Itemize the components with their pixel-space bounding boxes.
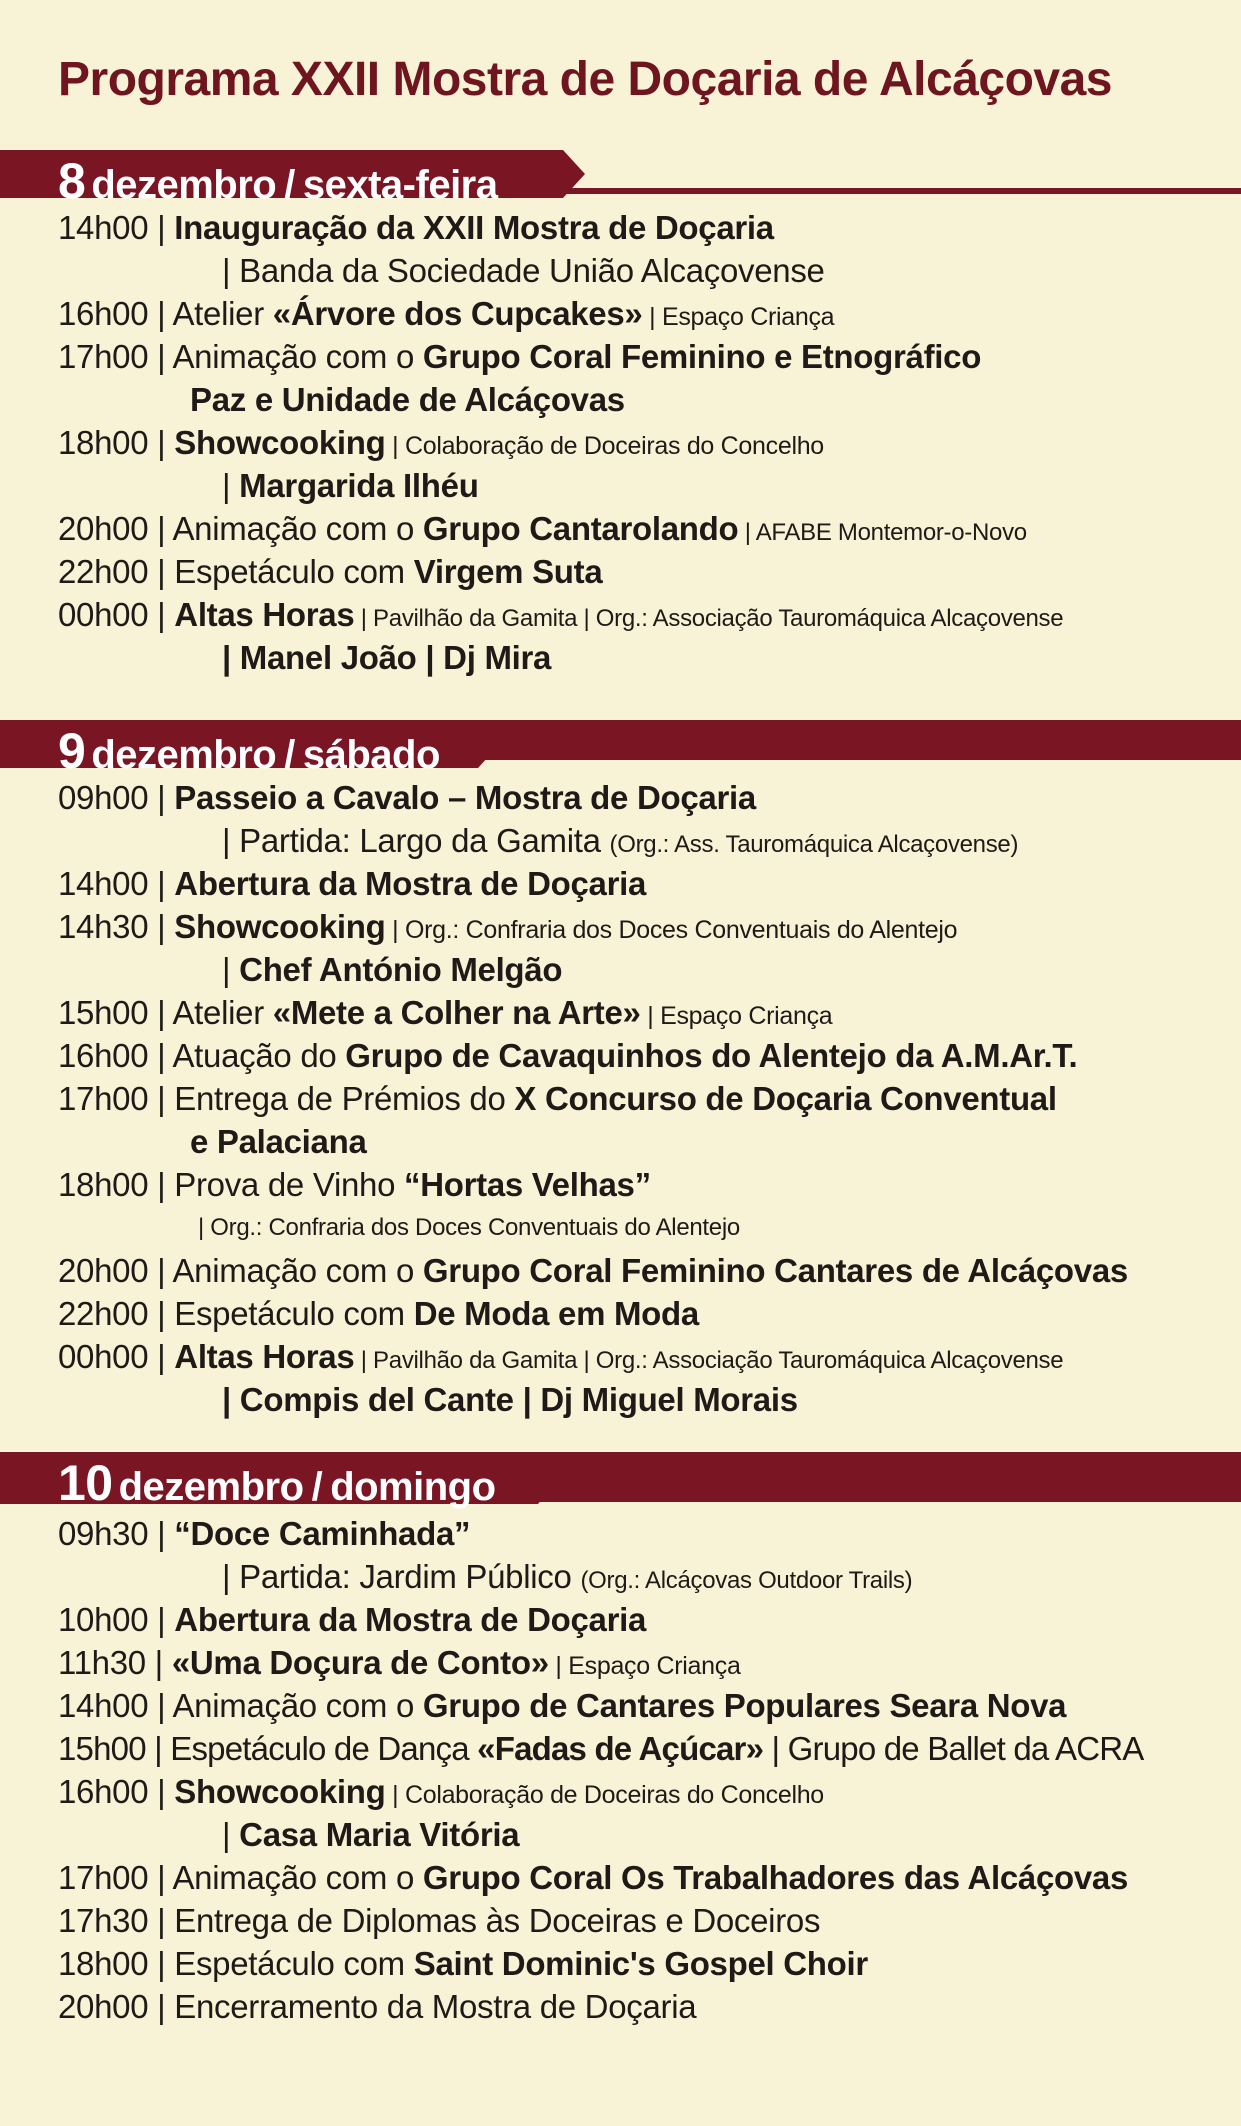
schedule-text: | Espaço Criança xyxy=(640,1002,833,1030)
schedule-text: 11h30 | xyxy=(58,1644,172,1681)
schedule-row xyxy=(58,421,1063,464)
schedule-text: «Árvore dos Cupcakes» xyxy=(272,295,643,332)
schedule-text: «Fadas de Açúcar» xyxy=(477,1730,764,1767)
schedule-text: De Moda em Moda xyxy=(413,1295,699,1332)
day-heading xyxy=(58,152,498,209)
schedule-text: 17h00 | Animação com o xyxy=(58,1859,423,1896)
schedule-row xyxy=(58,1684,1143,1727)
schedule-row xyxy=(58,1378,1128,1421)
schedule-list xyxy=(58,1512,1143,2028)
schedule-list xyxy=(58,776,1128,1421)
day-number: 8 xyxy=(58,153,86,209)
schedule-row xyxy=(58,206,1063,249)
schedule-row xyxy=(58,1856,1143,1899)
schedule-row xyxy=(58,819,1128,862)
day-separator: / xyxy=(311,1465,323,1509)
schedule-text: «Uma Doçura de Conto» xyxy=(171,1644,549,1681)
schedule-text: Saint Dominic's Gospel Choir xyxy=(413,1945,868,1982)
day-section-2 xyxy=(0,720,1241,1418)
schedule-text: 22h00 | Espetáculo com xyxy=(58,553,414,590)
schedule-text: Grupo Coral Os Trabalhadores das Alcáçovas xyxy=(422,1859,1129,1896)
day-heading xyxy=(58,722,440,779)
schedule-text: Inauguração da XXII Mostra de Doçaria xyxy=(174,209,774,246)
schedule-row xyxy=(58,1249,1128,1292)
schedule-text: Grupo Cantarolando xyxy=(422,510,739,547)
day-month: dezembro xyxy=(91,163,277,207)
day-separator: / xyxy=(284,733,295,777)
schedule-text: 14h00 | xyxy=(58,865,175,902)
day-section-3 xyxy=(0,1452,1241,2025)
schedule-text: 16h00 | Atuação do xyxy=(58,1037,346,1074)
schedule-text: “Hortas Velhas” xyxy=(404,1166,651,1203)
schedule-text: 20h00 | Animação com o xyxy=(58,1252,423,1289)
schedule-row xyxy=(58,1985,1143,2028)
schedule-row xyxy=(58,1120,1128,1163)
schedule-row xyxy=(58,464,1063,507)
schedule-text: 15h00 | Atelier xyxy=(58,994,273,1031)
schedule-text: 18h00 | xyxy=(58,424,175,461)
page-title: Programa XXII Mostra de Doçaria de Alcáçovas xyxy=(58,53,1112,106)
schedule-text: e Palaciana xyxy=(190,1123,367,1160)
schedule-text: Abertura da Mostra de Doçaria xyxy=(174,865,647,902)
schedule-row xyxy=(58,905,1128,948)
schedule-text: 16h00 | xyxy=(58,1773,175,1810)
schedule-row xyxy=(58,1942,1143,1985)
schedule-text: | xyxy=(222,1816,240,1853)
day-month: dezembro xyxy=(118,1465,304,1509)
schedule-text: Paz e Unidade de Alcáçovas xyxy=(190,381,625,418)
schedule-row xyxy=(58,636,1063,679)
schedule-text: | Colaboração de Doceiras do Concelho xyxy=(385,432,824,460)
schedule-list xyxy=(58,206,1063,679)
schedule-text: | Pavilhão da Gamita | Org.: Associação Tauromáquica Alcaçovense xyxy=(354,605,1064,632)
schedule-text: | Colaboração de Doceiras do Concelho xyxy=(385,1781,824,1809)
day-weekday: sábado xyxy=(302,733,440,777)
day-number: 10 xyxy=(58,1455,113,1511)
schedule-text: Showcooking xyxy=(174,1773,386,1810)
schedule-row xyxy=(58,1813,1143,1856)
day-number: 9 xyxy=(58,723,86,779)
schedule-row xyxy=(58,991,1128,1034)
day-separator: / xyxy=(284,163,295,207)
schedule-row xyxy=(58,1598,1143,1641)
schedule-row xyxy=(58,1770,1143,1813)
schedule-text: Chef António Melgão xyxy=(239,951,563,988)
schedule-text: | Compis del Cante | Dj Miguel Morais xyxy=(222,1381,798,1418)
schedule-text: Margarida Ilhéu xyxy=(239,467,479,504)
schedule-row xyxy=(58,1727,1143,1770)
schedule-text: Showcooking xyxy=(174,908,386,945)
schedule-text: 14h00 | xyxy=(58,209,175,246)
schedule-row xyxy=(58,1899,1143,1942)
schedule-text: | Pavilhão da Gamita | Org.: Associação Tauromáquica Alcaçovense xyxy=(354,1347,1064,1374)
schedule-text: Grupo de Cantares Populares Seara Nova xyxy=(422,1687,1067,1724)
schedule-text: | Espaço Criança xyxy=(548,1652,741,1680)
schedule-text: 14h00 | Animação com o xyxy=(58,1687,423,1724)
schedule-text: 00h00 | xyxy=(58,1338,175,1375)
schedule-text: 10h00 | xyxy=(58,1601,175,1638)
schedule-row xyxy=(58,292,1063,335)
schedule-text: Abertura da Mostra de Doçaria xyxy=(174,1601,647,1638)
schedule-text: 17h30 | Entrega de Diplomas às Doceiras e Doceiros xyxy=(58,1902,821,1939)
day-weekday: domingo xyxy=(330,1465,496,1509)
schedule-text: 20h00 | Encerramento da Mostra de Doçaria xyxy=(58,1988,697,2025)
schedule-row xyxy=(58,862,1128,905)
schedule-text: 18h00 | Espetáculo com xyxy=(58,1945,414,1982)
schedule-text: | Org.: Confraria dos Doces Conventuais do Alentejo xyxy=(385,916,958,944)
schedule-row xyxy=(58,335,1063,378)
schedule-text: 14h30 | xyxy=(58,908,175,945)
schedule-row xyxy=(58,550,1063,593)
schedule-text: | xyxy=(222,951,240,988)
schedule-text: Passeio a Cavalo – Mostra de Doçaria xyxy=(174,779,756,816)
schedule-text: 20h00 | Animação com o xyxy=(58,510,423,547)
schedule-text: Altas Horas xyxy=(174,1338,355,1375)
schedule-row xyxy=(58,1335,1128,1378)
day-month: dezembro xyxy=(91,733,277,777)
schedule-text: Showcooking xyxy=(174,424,386,461)
schedule-text: 18h00 | Prova de Vinho xyxy=(58,1166,404,1203)
schedule-row xyxy=(58,1555,1143,1598)
schedule-text: (Org.: Ass. Tauromáquica Alcaçovense) xyxy=(609,831,1019,858)
schedule-text: | Org.: Confraria dos Doces Conventuais do Alentejo xyxy=(198,1214,740,1241)
schedule-row xyxy=(58,776,1128,819)
schedule-text: 16h00 | Atelier xyxy=(58,295,273,332)
schedule-text: 17h00 | Entrega de Prémios do xyxy=(58,1080,515,1117)
schedule-text: | AFABE Montemor-o-Novo xyxy=(738,519,1027,546)
schedule-text: | Partida: Jardim Público xyxy=(222,1558,581,1595)
schedule-text: 00h00 | xyxy=(58,596,175,633)
schedule-text: | Manel João | Dj Mira xyxy=(222,639,552,676)
schedule-row xyxy=(58,1163,1128,1206)
schedule-text: 09h00 | xyxy=(58,779,175,816)
schedule-text: | xyxy=(222,467,240,504)
schedule-text: (Org.: Alcáçovas Outdoor Trails) xyxy=(580,1567,913,1594)
schedule-row xyxy=(58,378,1063,421)
schedule-text: | Partida: Largo da Gamita xyxy=(222,822,610,859)
schedule-text: | Grupo de Ballet da ACRA xyxy=(763,1730,1144,1767)
schedule-text: | Espaço Criança xyxy=(642,303,835,331)
schedule-text: 15h00 | Espetáculo de Dança xyxy=(58,1730,478,1767)
schedule-text: 22h00 | Espetáculo com xyxy=(58,1295,414,1332)
schedule-text: | Banda da Sociedade União Alcaçovense xyxy=(222,252,825,289)
schedule-row xyxy=(58,1077,1128,1120)
schedule-text: 09h30 | xyxy=(58,1515,175,1552)
schedule-text: Grupo de Cavaquinhos do Alentejo da A.M.Ar.T. xyxy=(345,1037,1078,1074)
schedule-text: “Doce Caminhada” xyxy=(174,1515,471,1552)
schedule-text: Casa Maria Vitória xyxy=(239,1816,520,1853)
schedule-row xyxy=(58,593,1063,636)
schedule-text: 17h00 | Animação com o xyxy=(58,338,423,375)
day-heading xyxy=(58,1454,496,1511)
schedule-row xyxy=(58,1292,1128,1335)
schedule-text: Altas Horas xyxy=(174,596,355,633)
schedule-text: «Mete a Colher na Arte» xyxy=(272,994,641,1031)
day-weekday: sexta-feira xyxy=(302,163,498,207)
schedule-row xyxy=(58,249,1063,292)
schedule-row xyxy=(58,1206,1128,1249)
schedule-text: Virgem Suta xyxy=(413,553,603,590)
schedule-row xyxy=(58,507,1063,550)
schedule-text: X Concurso de Doçaria Conventual xyxy=(514,1080,1057,1117)
schedule-text: Grupo Coral Feminino Cantares de Alcáçovas xyxy=(422,1252,1128,1289)
schedule-row xyxy=(58,1034,1128,1077)
schedule-row xyxy=(58,948,1128,991)
schedule-row xyxy=(58,1641,1143,1684)
schedule-row xyxy=(58,1512,1143,1555)
day-section-1 xyxy=(0,150,1241,676)
schedule-text: Grupo Coral Feminino e Etnográfico xyxy=(422,338,982,375)
